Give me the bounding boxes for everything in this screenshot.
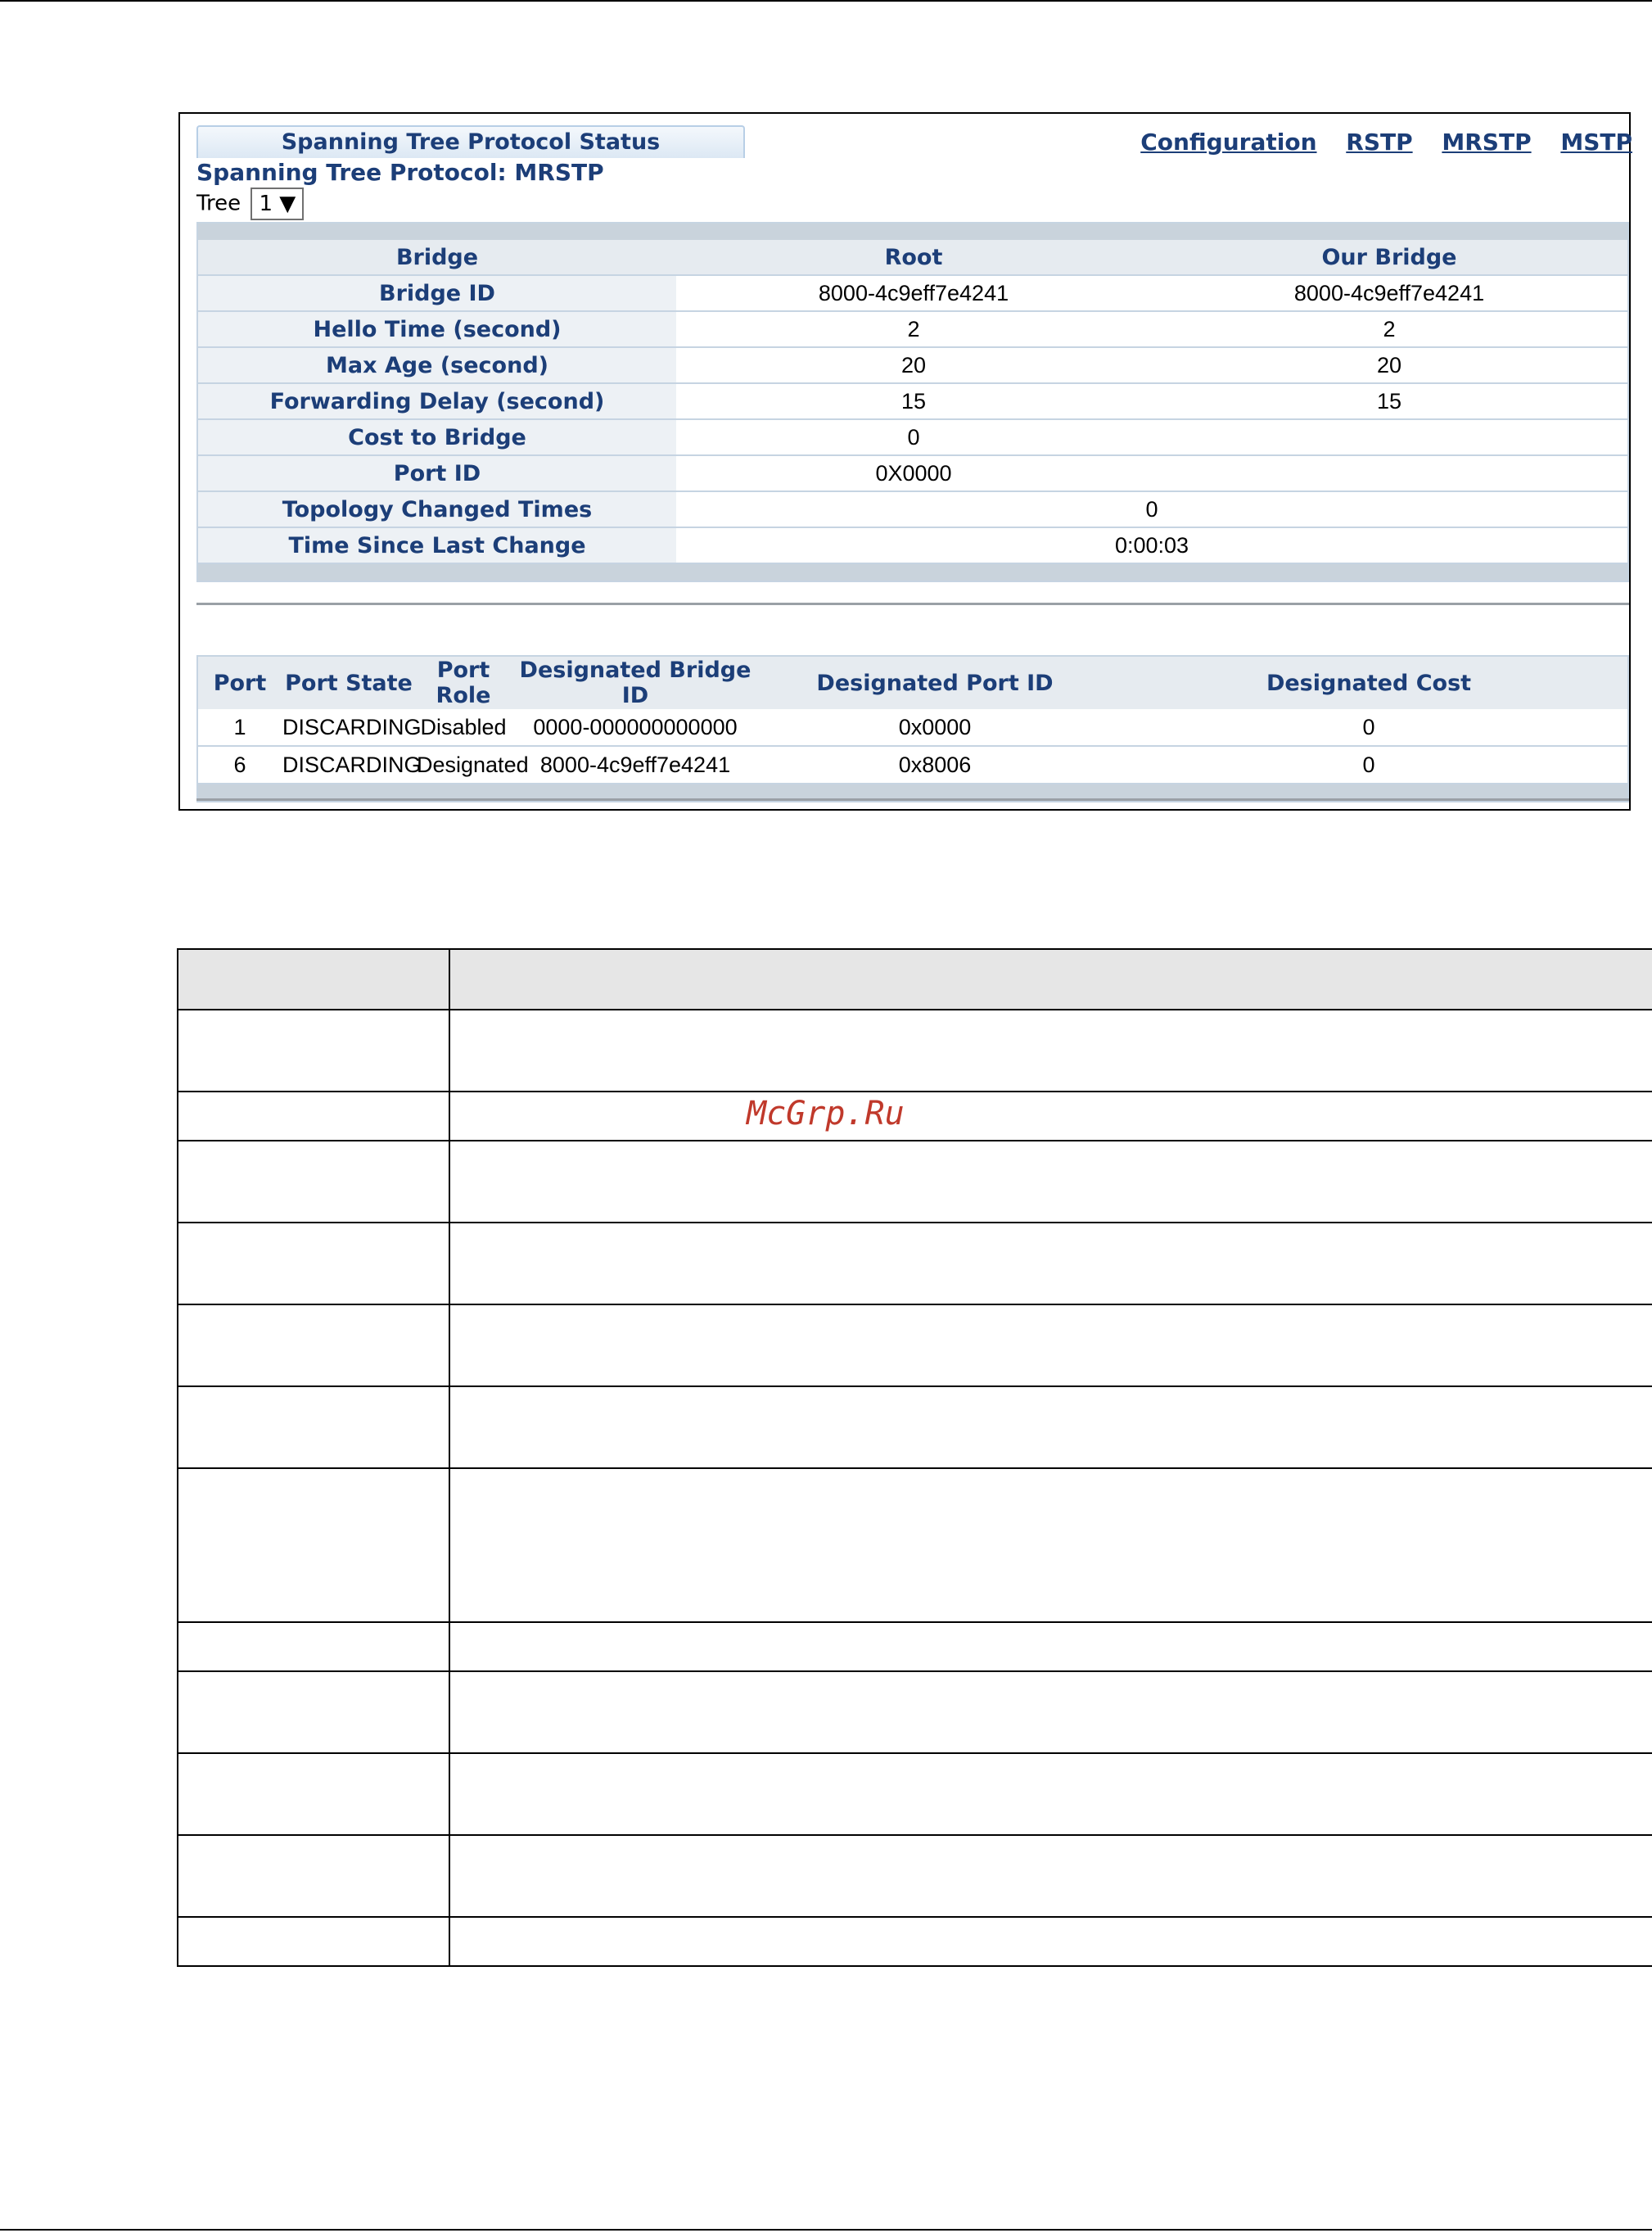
label-cell [178, 1671, 449, 1753]
designated-port-id-cell: 0x8006 [760, 746, 1110, 784]
label-header [178, 949, 449, 1010]
tree-label: Tree [196, 191, 241, 216]
separator [196, 603, 1629, 605]
table-row [178, 1141, 1652, 1223]
span-value: 0:00:03 [676, 527, 1627, 563]
table-row [178, 1753, 1652, 1835]
port-state-cell: DISCARDING [282, 746, 416, 784]
label-cell [178, 1386, 449, 1468]
table-row [178, 1092, 1652, 1141]
our-bridge-value: 2 [1151, 311, 1627, 347]
root-value: 0X0000 [676, 455, 1151, 491]
designated-bridge-id-cell: 8000-4c9eff7e4241 [511, 746, 760, 784]
root-value: 8000-4c9eff7e4241 [676, 275, 1151, 311]
column-header: Port State [282, 657, 416, 709]
label-cell [178, 1010, 449, 1092]
our-bridge-value: 8000-4c9eff7e4241 [1151, 275, 1627, 311]
description-cell [449, 1835, 1652, 1917]
table-row [198, 383, 1627, 419]
table-row [198, 275, 1627, 311]
our-bridge-value: 15 [1151, 383, 1627, 419]
designated-cost-cell: 0 [1110, 746, 1627, 784]
table-row [198, 709, 1627, 746]
port-header-row [198, 657, 1627, 709]
label-cell [178, 1917, 449, 1966]
label-cell [178, 1304, 449, 1386]
port-role-cell: Designated [416, 746, 511, 784]
row-label: Forwarding Delay (second) [198, 383, 676, 419]
description-cell [449, 1092, 1652, 1141]
label-cell [178, 1092, 449, 1141]
our-bridge-value [1151, 419, 1627, 455]
row-label: Time Since Last Change [198, 527, 676, 563]
label-cell [178, 1223, 449, 1304]
top-rule [0, 0, 1652, 2]
column-header: Port Role [416, 657, 511, 709]
label-cell [178, 1753, 449, 1835]
label-cell [178, 1835, 449, 1917]
designated-cost-cell: 0 [1110, 709, 1627, 746]
column-header: Our Bridge [1151, 240, 1627, 275]
root-value: 2 [676, 311, 1151, 347]
table-row [178, 1917, 1652, 1966]
port-role-cell: Disabled [416, 709, 511, 746]
table-row [198, 311, 1627, 347]
description-cell [449, 1622, 1652, 1671]
root-value: 20 [676, 347, 1151, 383]
panel-title: Spanning Tree Protocol Status [196, 125, 745, 158]
table-row [178, 1835, 1652, 1917]
table-row [178, 1468, 1652, 1622]
description-table [177, 948, 1652, 1967]
row-label: Max Age (second) [198, 347, 676, 383]
description-cell [449, 1141, 1652, 1223]
column-header: Port [198, 657, 282, 709]
row-label: Hello Time (second) [198, 311, 676, 347]
table-row [198, 527, 1627, 563]
row-label: Bridge ID [198, 275, 676, 311]
label-cell [178, 1468, 449, 1622]
span-value: 0 [676, 491, 1627, 527]
table-row [198, 746, 1627, 784]
port-cell: 6 [198, 746, 282, 784]
table-row [178, 1010, 1652, 1092]
description-cell [449, 1223, 1652, 1304]
column-header: Designated Cost [1110, 657, 1627, 709]
tree-row [196, 188, 304, 220]
table-row [178, 1304, 1652, 1386]
bridge-table [196, 222, 1629, 582]
designated-port-id-cell: 0x0000 [760, 709, 1110, 746]
description-header-row [178, 949, 1652, 1010]
mrstp-link[interactable]: MRSTP [1442, 129, 1532, 156]
table-row [198, 347, 1627, 383]
description-cell [449, 1753, 1652, 1835]
port-cell: 1 [198, 709, 282, 746]
our-bridge-value: 20 [1151, 347, 1627, 383]
column-header: Designated Bridge ID [511, 657, 760, 709]
description-cell [449, 1386, 1652, 1468]
protocol-label: Spanning Tree Protocol: MRSTP [196, 159, 604, 186]
table-row [198, 455, 1627, 491]
row-label: Topology Changed Times [198, 491, 676, 527]
description-cell [449, 1671, 1652, 1753]
row-label: Port ID [198, 455, 676, 491]
table-row [178, 1671, 1652, 1753]
description-cell [449, 1917, 1652, 1966]
row-label: Cost to Bridge [198, 419, 676, 455]
description-cell [449, 1010, 1652, 1092]
nav-links [1119, 129, 1632, 156]
separator [196, 798, 1629, 801]
watermark: McGrp.Ru [747, 1095, 905, 1132]
column-header: Designated Port ID [760, 657, 1110, 709]
designated-bridge-id-cell: 0000-000000000000 [511, 709, 760, 746]
table-row [198, 419, 1627, 455]
description-cell [449, 1468, 1652, 1622]
our-bridge-value [1151, 455, 1627, 491]
port-table [196, 655, 1629, 802]
column-header: Root [676, 240, 1151, 275]
stp-status-screenshot [178, 112, 1631, 811]
root-value: 15 [676, 383, 1151, 419]
description-cell [449, 1304, 1652, 1386]
root-value: 0 [676, 419, 1151, 455]
description-header [449, 949, 1652, 1010]
mstp-link[interactable]: MSTP [1560, 129, 1632, 156]
table-row [178, 1622, 1652, 1671]
configuration-link[interactable]: Configuration [1140, 129, 1317, 156]
label-cell [178, 1622, 449, 1671]
rstp-link[interactable]: RSTP [1346, 129, 1413, 156]
bridge-header-row [198, 240, 1627, 275]
table-band [198, 564, 1627, 581]
label-cell [178, 1141, 449, 1223]
port-state-cell: DISCARDING [282, 709, 416, 746]
tree-select[interactable]: 1 ▼ [251, 188, 304, 220]
bottom-rule [0, 2229, 1652, 2231]
column-header: Bridge [198, 240, 676, 275]
table-row [178, 1386, 1652, 1468]
table-row [178, 1223, 1652, 1304]
table-band [198, 224, 1627, 240]
table-row [198, 491, 1627, 527]
